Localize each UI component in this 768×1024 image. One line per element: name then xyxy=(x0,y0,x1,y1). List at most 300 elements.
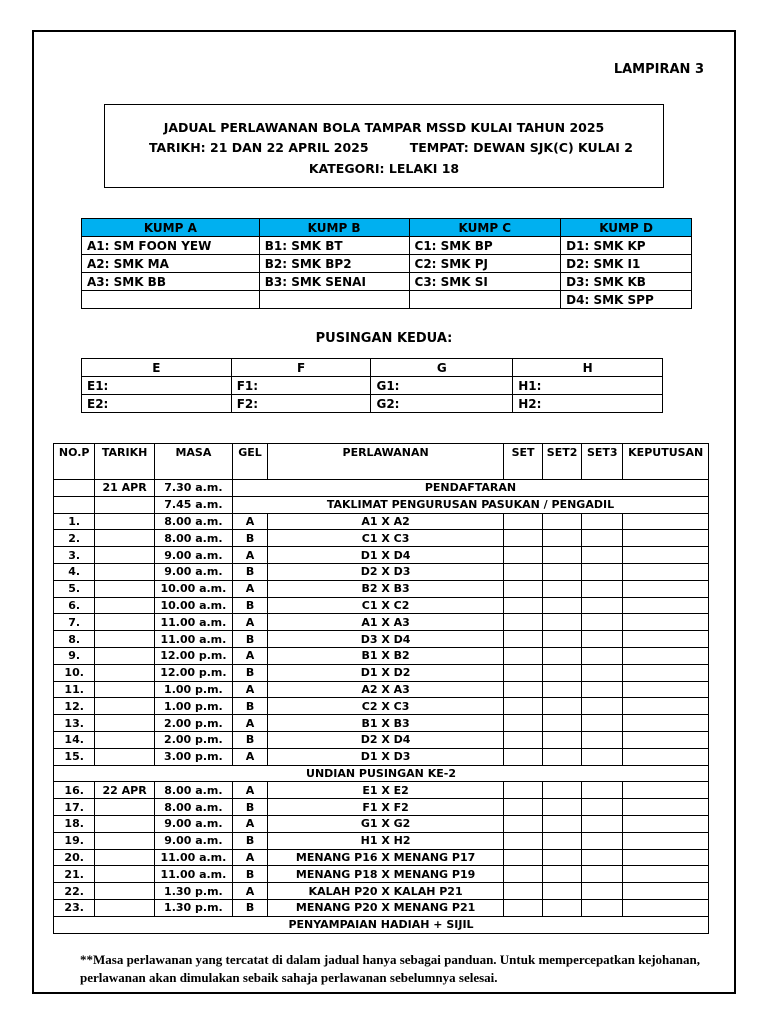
match-date xyxy=(95,530,154,547)
match-time: 8.00 a.m. xyxy=(154,530,232,547)
match-court: A xyxy=(232,815,267,832)
match-teams: D2 X D3 xyxy=(268,563,504,580)
match-teams: B1 X B2 xyxy=(268,647,504,664)
set3-cell xyxy=(582,530,623,547)
result-cell xyxy=(623,899,709,916)
result-cell xyxy=(623,698,709,715)
match-court: A xyxy=(232,748,267,765)
match-date xyxy=(95,681,154,698)
set2-cell xyxy=(543,715,582,732)
set3-cell xyxy=(582,647,623,664)
table-row xyxy=(54,614,709,631)
set2-cell xyxy=(543,580,582,597)
result-cell xyxy=(623,832,709,849)
set3-cell xyxy=(582,563,623,580)
match-time: 9.00 a.m. xyxy=(154,832,232,849)
table-row xyxy=(54,899,709,916)
table-row xyxy=(54,597,709,614)
set2-cell xyxy=(543,899,582,916)
match-time: 1.30 p.m. xyxy=(154,899,232,916)
match-time: 1.30 p.m. xyxy=(154,883,232,900)
set1-cell xyxy=(504,647,543,664)
match-time: 11.00 a.m. xyxy=(154,614,232,631)
set2-cell xyxy=(543,782,582,799)
result-cell xyxy=(623,664,709,681)
group-cell xyxy=(82,291,260,309)
match-date xyxy=(95,647,154,664)
group-header: KUMP C xyxy=(409,219,561,237)
match-time: 7.30 a.m. xyxy=(154,480,232,497)
set1-cell xyxy=(504,832,543,849)
match-time: 9.00 a.m. xyxy=(154,815,232,832)
match-no: 2. xyxy=(54,530,95,547)
match-date xyxy=(95,664,154,681)
set1-cell xyxy=(504,664,543,681)
match-court: B xyxy=(232,866,267,883)
set1-cell xyxy=(504,748,543,765)
set3-cell xyxy=(582,614,623,631)
match-court: B xyxy=(232,899,267,916)
set1-cell xyxy=(504,580,543,597)
set1-cell xyxy=(504,883,543,900)
tarikh-line: TARIKH: 21 DAN 22 APRIL 2025 xyxy=(149,140,369,155)
groups-table xyxy=(81,218,692,309)
match-no: 3. xyxy=(54,547,95,564)
set2-cell xyxy=(543,698,582,715)
table-row xyxy=(54,765,709,782)
match-date: 22 APR xyxy=(95,782,154,799)
match-court: A xyxy=(232,715,267,732)
group-cell: A3: SMK BB xyxy=(82,273,260,291)
match-no: 11. xyxy=(54,681,95,698)
match-no: 23. xyxy=(54,899,95,916)
match-court: B xyxy=(232,597,267,614)
table-row xyxy=(82,273,692,291)
set2-cell xyxy=(543,849,582,866)
match-date xyxy=(95,832,154,849)
match-teams: B1 X B3 xyxy=(268,715,504,732)
match-date xyxy=(95,496,154,513)
set3-cell xyxy=(582,681,623,698)
set2-cell xyxy=(543,799,582,816)
match-date xyxy=(95,698,154,715)
schedule-header: TARIKH xyxy=(95,444,154,480)
match-no xyxy=(54,496,95,513)
result-cell xyxy=(623,681,709,698)
result-cell xyxy=(623,849,709,866)
match-time: 7.45 a.m. xyxy=(154,496,232,513)
set2-cell xyxy=(543,563,582,580)
set2-cell xyxy=(543,530,582,547)
round2-header: F xyxy=(231,359,371,377)
group-cell: B1: SMK BT xyxy=(259,237,409,255)
table-row xyxy=(54,748,709,765)
match-time: 12.00 p.m. xyxy=(154,664,232,681)
match-no: 16. xyxy=(54,782,95,799)
match-time: 10.00 a.m. xyxy=(154,580,232,597)
set2-cell xyxy=(543,664,582,681)
match-teams: G1 X G2 xyxy=(268,815,504,832)
set3-cell xyxy=(582,883,623,900)
match-teams: D1 X D3 xyxy=(268,748,504,765)
set2-cell xyxy=(543,597,582,614)
set1-cell xyxy=(504,698,543,715)
match-teams: D3 X D4 xyxy=(268,631,504,648)
match-teams: A1 X A3 xyxy=(268,614,504,631)
set1-cell xyxy=(504,799,543,816)
match-teams: D2 X D4 xyxy=(268,731,504,748)
set1-cell xyxy=(504,681,543,698)
round2-cell: H2: xyxy=(513,395,663,413)
match-date xyxy=(95,866,154,883)
result-cell xyxy=(623,715,709,732)
table-row xyxy=(82,237,692,255)
round2-header: H xyxy=(513,359,663,377)
schedule-header: MASA xyxy=(154,444,232,480)
match-teams: C2 X C3 xyxy=(268,698,504,715)
match-no: 8. xyxy=(54,631,95,648)
match-teams: D1 X D4 xyxy=(268,547,504,564)
set3-cell xyxy=(582,547,623,564)
match-time: 8.00 a.m. xyxy=(154,799,232,816)
match-court: A xyxy=(232,513,267,530)
match-date: 21 APR xyxy=(95,480,154,497)
match-teams: H1 X H2 xyxy=(268,832,504,849)
result-cell xyxy=(623,731,709,748)
set3-cell xyxy=(582,597,623,614)
match-no: 9. xyxy=(54,647,95,664)
match-time: 3.00 p.m. xyxy=(154,748,232,765)
match-no: 5. xyxy=(54,580,95,597)
match-court: A xyxy=(232,614,267,631)
match-date xyxy=(95,631,154,648)
group-header: KUMP A xyxy=(82,219,260,237)
result-cell xyxy=(623,597,709,614)
match-court: A xyxy=(232,849,267,866)
section-row-label: UNDIAN PUSINGAN KE-2 xyxy=(54,765,709,782)
match-teams: D1 X D2 xyxy=(268,664,504,681)
match-date xyxy=(95,513,154,530)
match-teams: C1 X C3 xyxy=(268,530,504,547)
set1-cell xyxy=(504,513,543,530)
set1-cell xyxy=(504,866,543,883)
set3-cell xyxy=(582,815,623,832)
match-time: 9.00 a.m. xyxy=(154,563,232,580)
match-no xyxy=(54,480,95,497)
round2-cell: E2: xyxy=(82,395,232,413)
match-teams: KALAH P20 X KALAH P21 xyxy=(268,883,504,900)
match-no: 13. xyxy=(54,715,95,732)
match-time: 8.00 a.m. xyxy=(154,513,232,530)
table-row xyxy=(54,681,709,698)
result-cell xyxy=(623,614,709,631)
match-no: 20. xyxy=(54,849,95,866)
match-teams: A2 X A3 xyxy=(268,681,504,698)
match-time: 10.00 a.m. xyxy=(154,597,232,614)
footnote: **Masa perlawanan yang tercatat di dalam jadual hanya sebagai panduan. Untuk mempercepatkan kejohanan, perlawanan akan dimulakan sebaik sahaja perlawanan sebelumnya selesai. xyxy=(80,952,700,985)
match-date xyxy=(95,883,154,900)
event-label: TAKLIMAT PENGURUSAN PASUKAN / PENGADIL xyxy=(232,496,708,513)
schedule-header: SET3 xyxy=(582,444,623,480)
table-row xyxy=(82,377,663,395)
set1-cell xyxy=(504,631,543,648)
result-cell xyxy=(623,883,709,900)
result-cell xyxy=(623,748,709,765)
match-time: 11.00 a.m. xyxy=(154,866,232,883)
table-row xyxy=(54,480,709,497)
match-date xyxy=(95,580,154,597)
round2-cell: G1: xyxy=(371,377,513,395)
match-time: 1.00 p.m. xyxy=(154,698,232,715)
set2-cell xyxy=(543,614,582,631)
match-court: A xyxy=(232,782,267,799)
round2-cell: F2: xyxy=(231,395,371,413)
schedule-header: PERLAWANAN xyxy=(268,444,504,480)
set3-cell xyxy=(582,782,623,799)
round2-header: E xyxy=(82,359,232,377)
match-time: 1.00 p.m. xyxy=(154,681,232,698)
table-row xyxy=(54,782,709,799)
set3-cell xyxy=(582,664,623,681)
match-teams: C1 X C2 xyxy=(268,597,504,614)
table-row xyxy=(82,395,663,413)
round2-cell: F1: xyxy=(231,377,371,395)
table-row xyxy=(82,255,692,273)
set1-cell xyxy=(504,815,543,832)
match-court: B xyxy=(232,731,267,748)
table-row xyxy=(54,715,709,732)
match-no: 15. xyxy=(54,748,95,765)
tempat-line: TEMPAT: DEWAN SJK(C) KULAI 2 xyxy=(409,140,633,155)
set1-cell xyxy=(504,731,543,748)
match-teams: E1 X E2 xyxy=(268,782,504,799)
event-label: PENDAFTARAN xyxy=(232,480,708,497)
lampiran-label: LAMPIRAN 3 xyxy=(613,62,704,77)
set1-cell xyxy=(504,614,543,631)
kategori-line: KATEGORI: LELAKI 18 xyxy=(308,161,460,176)
set1-cell xyxy=(504,849,543,866)
set3-cell xyxy=(582,832,623,849)
table-row xyxy=(54,815,709,832)
set3-cell xyxy=(582,731,623,748)
match-time: 11.00 a.m. xyxy=(154,631,232,648)
match-time: 2.00 p.m. xyxy=(154,731,232,748)
match-teams: MENANG P20 X MENANG P21 xyxy=(268,899,504,916)
match-teams: A1 X A2 xyxy=(268,513,504,530)
set2-cell xyxy=(543,815,582,832)
table-row xyxy=(54,883,709,900)
set3-cell xyxy=(582,748,623,765)
match-no: 6. xyxy=(54,597,95,614)
set1-cell xyxy=(504,782,543,799)
table-row xyxy=(54,563,709,580)
set2-cell xyxy=(543,631,582,648)
table-row xyxy=(54,664,709,681)
result-cell xyxy=(623,631,709,648)
match-court: B xyxy=(232,631,267,648)
group-cell: B2: SMK BP2 xyxy=(259,255,409,273)
match-no: 7. xyxy=(54,614,95,631)
match-court: A xyxy=(232,547,267,564)
result-cell xyxy=(623,563,709,580)
table-row xyxy=(54,547,709,564)
group-cell: A1: SM FOON YEW xyxy=(82,237,260,255)
table-row xyxy=(54,580,709,597)
schedule-header: GEL xyxy=(232,444,267,480)
schedule-header: NO.P xyxy=(54,444,95,480)
match-time: 9.00 a.m. xyxy=(154,547,232,564)
set3-cell xyxy=(582,631,623,648)
set2-cell xyxy=(543,547,582,564)
group-cell: D3: SMK KB xyxy=(561,273,692,291)
result-cell xyxy=(623,530,709,547)
match-no: 14. xyxy=(54,731,95,748)
table-row xyxy=(54,849,709,866)
table-row xyxy=(54,513,709,530)
table-row xyxy=(54,866,709,883)
group-cell xyxy=(409,291,561,309)
table-row xyxy=(54,631,709,648)
set3-cell xyxy=(582,849,623,866)
set1-cell xyxy=(504,563,543,580)
match-date xyxy=(95,731,154,748)
set3-cell xyxy=(582,715,623,732)
group-cell: B3: SMK SENAI xyxy=(259,273,409,291)
table-row xyxy=(54,530,709,547)
match-teams: MENANG P18 X MENANG P19 xyxy=(268,866,504,883)
set1-cell xyxy=(504,547,543,564)
set3-cell xyxy=(582,698,623,715)
group-cell: C2: SMK PJ xyxy=(409,255,561,273)
match-court: B xyxy=(232,799,267,816)
match-no: 17. xyxy=(54,799,95,816)
set2-cell xyxy=(543,731,582,748)
section-row-label: PENYAMPAIAN HADIAH + SIJIL xyxy=(54,916,709,933)
set2-cell xyxy=(543,866,582,883)
match-time: 8.00 a.m. xyxy=(154,782,232,799)
group-cell: C3: SMK SI xyxy=(409,273,561,291)
match-no: 21. xyxy=(54,866,95,883)
match-no: 22. xyxy=(54,883,95,900)
group-cell: A2: SMK MA xyxy=(82,255,260,273)
group-cell xyxy=(259,291,409,309)
group-cell: D4: SMK SPP xyxy=(561,291,692,309)
match-date xyxy=(95,547,154,564)
match-date xyxy=(95,563,154,580)
match-no: 18. xyxy=(54,815,95,832)
set2-cell xyxy=(543,832,582,849)
set1-cell xyxy=(504,597,543,614)
match-court: A xyxy=(232,580,267,597)
set3-cell xyxy=(582,799,623,816)
match-court: A xyxy=(232,681,267,698)
result-cell xyxy=(623,513,709,530)
result-cell xyxy=(623,547,709,564)
set3-cell xyxy=(582,866,623,883)
schedule-header: SET2 xyxy=(543,444,582,480)
table-row xyxy=(54,698,709,715)
result-cell xyxy=(623,580,709,597)
schedule-header: KEPUTUSAN xyxy=(623,444,709,480)
result-cell xyxy=(623,782,709,799)
match-teams: F1 X F2 xyxy=(268,799,504,816)
table-row xyxy=(54,916,709,933)
schedule-header: SET xyxy=(504,444,543,480)
result-cell xyxy=(623,815,709,832)
match-no: 1. xyxy=(54,513,95,530)
match-teams: B2 X B3 xyxy=(268,580,504,597)
set2-cell xyxy=(543,513,582,530)
round2-title: PUSINGAN KEDUA: xyxy=(315,331,453,346)
table-row xyxy=(82,291,692,309)
round2-table xyxy=(81,358,663,413)
match-date xyxy=(95,849,154,866)
match-time: 2.00 p.m. xyxy=(154,715,232,732)
set2-cell xyxy=(543,883,582,900)
set2-cell xyxy=(543,748,582,765)
match-no: 4. xyxy=(54,563,95,580)
document-title: JADUAL PERLAWANAN BOLA TAMPAR MSSD KULAI TAHUN 2025 xyxy=(163,120,605,135)
match-court: B xyxy=(232,832,267,849)
match-court: B xyxy=(232,664,267,681)
result-cell xyxy=(623,647,709,664)
schedule-table xyxy=(53,443,709,934)
table-row xyxy=(54,832,709,849)
set2-cell xyxy=(543,681,582,698)
match-teams: MENANG P16 X MENANG P17 xyxy=(268,849,504,866)
match-date xyxy=(95,597,154,614)
round2-header: G xyxy=(371,359,513,377)
group-cell: C1: SMK BP xyxy=(409,237,561,255)
match-court: B xyxy=(232,698,267,715)
match-court: A xyxy=(232,647,267,664)
match-date xyxy=(95,614,154,631)
table-row xyxy=(54,496,709,513)
table-row xyxy=(54,799,709,816)
set3-cell xyxy=(582,513,623,530)
match-date xyxy=(95,799,154,816)
match-date xyxy=(95,748,154,765)
table-row xyxy=(54,731,709,748)
group-cell: D2: SMK I1 xyxy=(561,255,692,273)
set2-cell xyxy=(543,647,582,664)
group-header: KUMP B xyxy=(259,219,409,237)
set1-cell xyxy=(504,715,543,732)
match-court: B xyxy=(232,530,267,547)
group-header: KUMP D xyxy=(561,219,692,237)
set3-cell xyxy=(582,580,623,597)
match-no: 19. xyxy=(54,832,95,849)
set1-cell xyxy=(504,530,543,547)
title-box xyxy=(104,104,664,188)
result-cell xyxy=(623,866,709,883)
match-court: A xyxy=(232,883,267,900)
round2-cell: E1: xyxy=(82,377,232,395)
group-cell: D1: SMK KP xyxy=(561,237,692,255)
round2-cell: G2: xyxy=(371,395,513,413)
match-time: 12.00 p.m. xyxy=(154,647,232,664)
result-cell xyxy=(623,799,709,816)
match-date xyxy=(95,899,154,916)
match-court: B xyxy=(232,563,267,580)
set1-cell xyxy=(504,899,543,916)
match-date xyxy=(95,815,154,832)
set3-cell xyxy=(582,899,623,916)
round2-cell: H1: xyxy=(513,377,663,395)
match-no: 10. xyxy=(54,664,95,681)
match-date xyxy=(95,715,154,732)
match-no: 12. xyxy=(54,698,95,715)
